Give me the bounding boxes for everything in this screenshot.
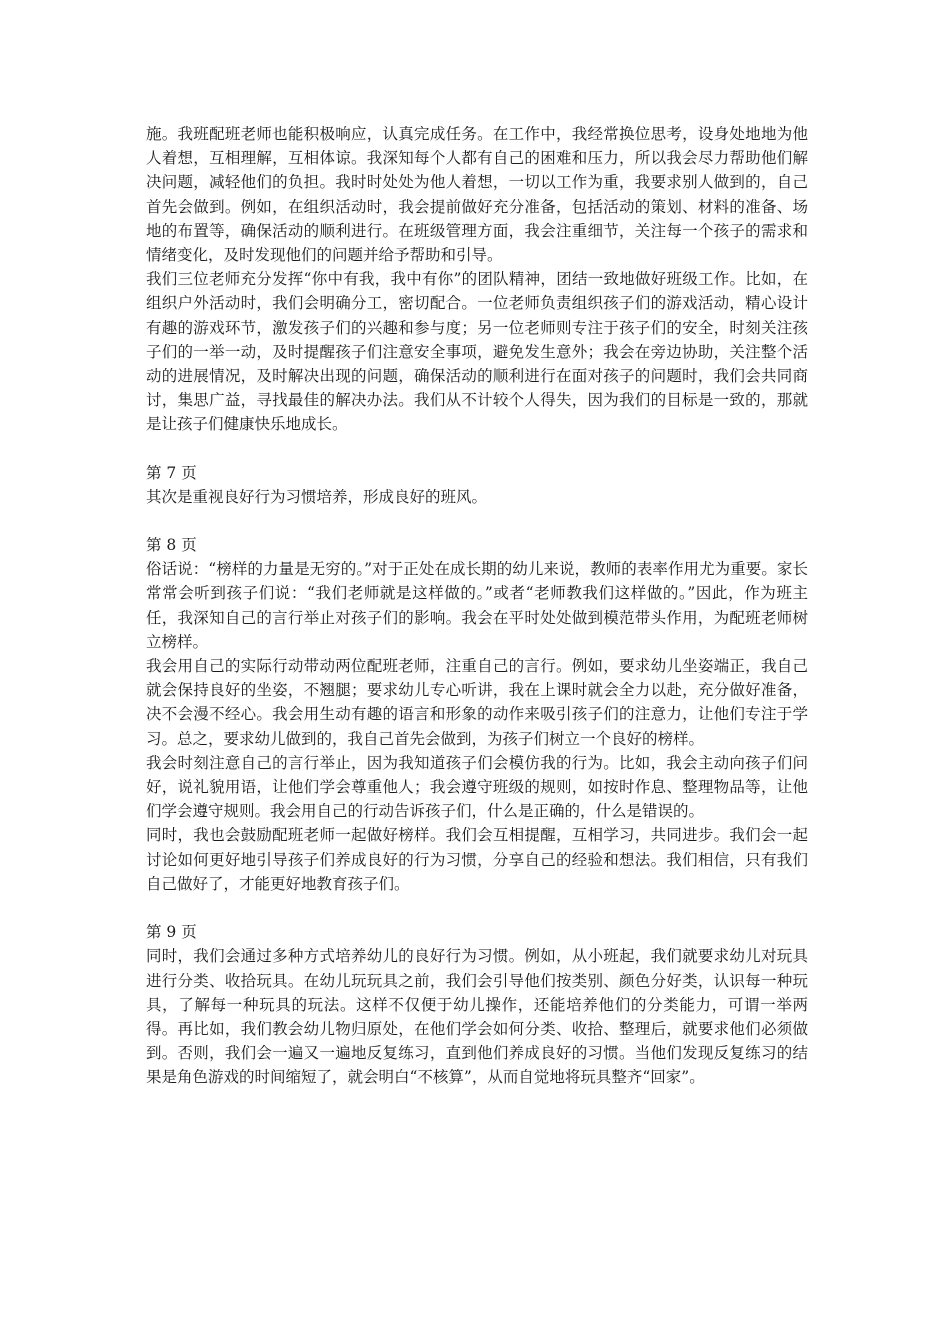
paragraph: 施。我班配班老师也能积极响应，认真完成任务。在工作中，我经常换位思考，设身处地地为他人着想，互相理解，互相体谅。我深知每个人都有自己的困难和压力，所以我会尽力帮助他们解决问题，减轻他们的负担。我时时处处为他人着想，一切以工作为重，我要求别人做到的，自己首先会做到。例如，在组织活动时，我会提前做好充分准备，包括活动的策划、材料的准备、场地的布置等，确保活动的顺利进行。在班级管理方面，我会注重细节，关注每一个孩子的需求和情绪变化，及时发现他们的问题并给予帮助和引导。 <box>146 125 808 265</box>
page-9-section <box>146 920 808 1089</box>
page-8-section <box>146 533 808 896</box>
page-label: 第 8 页 <box>146 536 197 555</box>
paragraph: 同时，我们会通过多种方式培养幼儿的良好行为习惯。例如，从小班起，我们就要求幼儿对玩具进行分类、收拾玩具。在幼儿玩玩具之前，我们会引导他们按类别、颜色分好类，认识每一种玩具，了解每一种玩具的玩法。这样不仅便于幼儿操作，还能培养他们的分类能力，可谓一举两得。再比如，我们教会幼儿物归原处，在他们学会如何分类、收拾、整理后，就要求他们必须做到。否则，我们会一遍又一遍地反复练习，直到他们养成良好的习惯。当他们发现反复练习的结果是角色游戏的时间缩短了，就会明白“不核算”，从而自觉地将玩具整齐“回家”。 <box>146 947 808 1087</box>
paragraph: 其次是重视良好行为习惯培养，形成良好的班风。 <box>146 487 488 506</box>
paragraph: 我会时刻注意自己的言行举止，因为我知道孩子们会模仿我的行为。比如，我会主动向孩子们问好，说礼貌用语，让他们学会尊重他人；我会遵守班级的规则，如按时作息、整理物品等，让他们学会遵守规则。我会用自己的行动告诉孩子们，什么是正确的，什么是错误的。 <box>146 753 808 821</box>
paragraph: 我们三位老师充分发挥“你中有我，我中有你”的团队精神，团结一致地做好班级工作。比如，在组织户外活动时，我们会明确分工，密切配合。一位老师负责组织孩子们的游戏活动，精心设计有趣的游戏环节，激发孩子们的兴趣和参与度；另一位老师则专注于孩子们的安全，时刻关注孩子们的一举一动，及时提醒孩子们注意安全事项，避免发生意外；我会在旁边协助，关注整个活动的进展情况，及时解决出现的问题，确保活动的顺利进行在面对孩子的问题时，我们会共同商讨，集思广益，寻找最佳的解决办法。我们从不计较个人得失，因为我们的目标是一致的，那就是让孩子们健康快乐地成长。 <box>146 270 808 434</box>
document-page <box>146 122 808 1090</box>
paragraph: 我会用自己的实际行动带动两位配班老师，注重自己的言行。例如，要求幼儿坐姿端正，我自己就会保持良好的坐姿，不翘腿；要求幼儿专心听讲，我在上课时就会全力以赴，充分做好准备，决不会漫不经心。我会用生动有趣的语言和形象的动作来吸引孩子们的注意力，让他们专注于学习。总之，要求幼儿做到的，我自己首先会做到，为孩子们树立一个良好的榜样。 <box>146 657 808 748</box>
page-7-section <box>146 461 808 509</box>
page-label: 第 7 页 <box>146 463 197 482</box>
page-label: 第 9 页 <box>146 923 197 942</box>
intro-section <box>146 122 808 437</box>
paragraph: 同时，我也会鼓励配班老师一起做好榜样。我们会互相提醒，互相学习，共同进步。我们会一起讨论如何更好地引导孩子们养成良好的行为习惯，分享自己的经验和想法。我们相信，只有我们自己做好了，才能更好地教育孩子们。 <box>146 826 808 893</box>
paragraph: 俗话说：“榜样的力量是无穷的。”对于正处在成长期的幼儿来说，教师的表率作用尤为重要。家长常常会听到孩子们说：“我们老师就是这样做的。”或者“老师教我们这样做的。”因此，作为班主任，我深知自己的言行举止对孩子们的影响。我会在平时处处做到模范带头作用，为配班老师树立榜样。 <box>146 560 808 651</box>
